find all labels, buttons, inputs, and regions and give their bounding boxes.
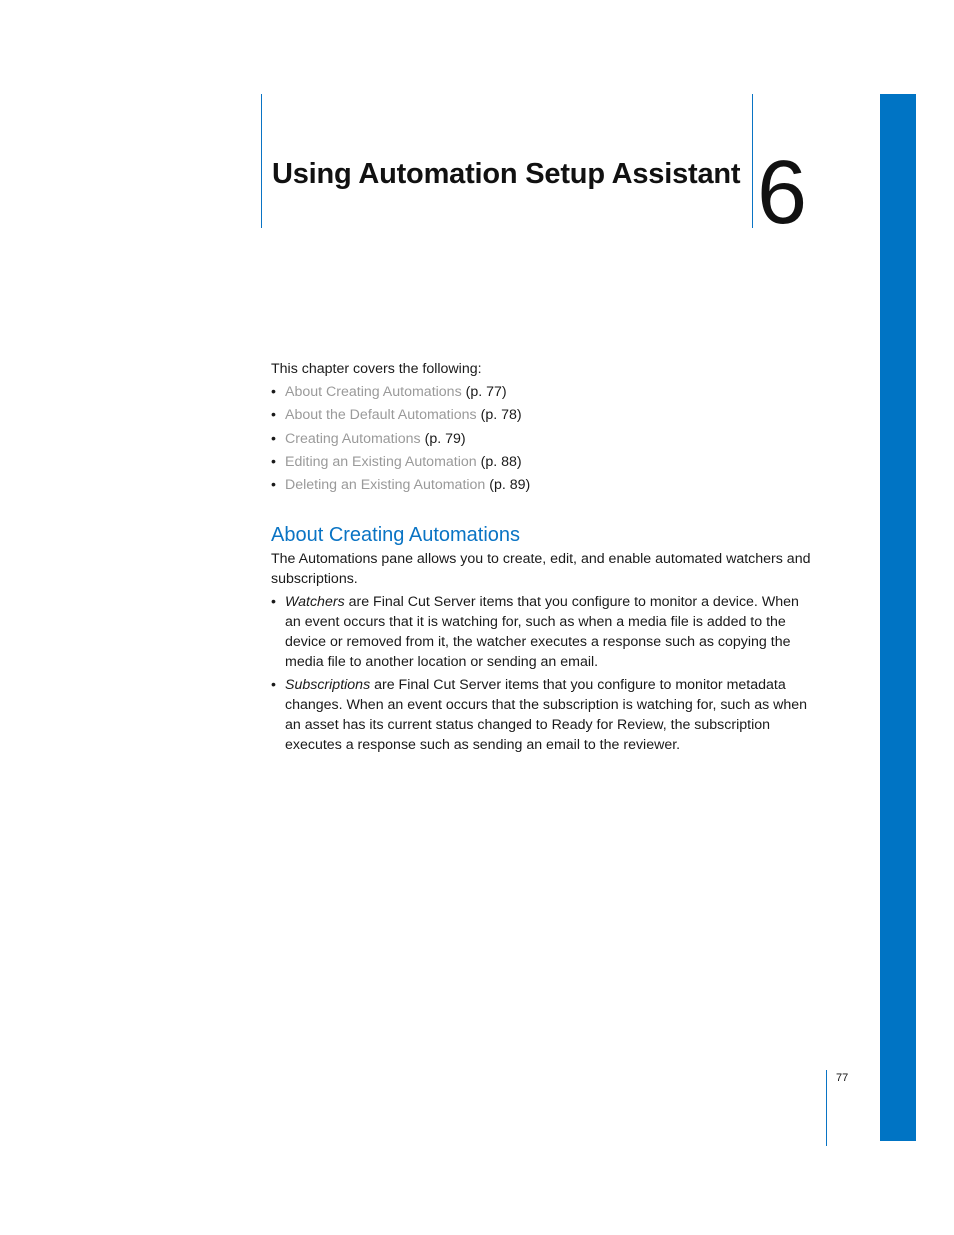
chapter-intro: This chapter covers the following: [271, 361, 482, 377]
page-number: 77 [836, 1072, 849, 1084]
toc-page-ref: (p. 77) [465, 384, 507, 400]
section-heading: About Creating Automations [271, 524, 521, 547]
bullet: • [271, 677, 276, 694]
toc-link-creating-automations[interactable]: Creating Automations [285, 430, 421, 447]
toc-item [271, 382, 816, 402]
title-right-rule [752, 94, 753, 228]
chapter-toc [271, 382, 816, 495]
title-left-rule [261, 94, 262, 228]
toc-item [271, 429, 816, 449]
footer-rule [826, 1070, 827, 1146]
term-watchers: Watchers [285, 594, 345, 611]
list-item-text: are Final Cut Server items that you configure to monitor metadata changes. When an event occurs that the subscription is watching for, such as when an asset has its current status changed to Ready for Review, the subscription executes a response such as sending an email to the reviewer. [285, 677, 808, 754]
bullet: • [271, 430, 276, 447]
toc-link-about-creating-automations[interactable]: About Creating Automations [285, 384, 462, 400]
toc-page-ref: (p. 79) [424, 430, 466, 447]
bullet: • [271, 477, 276, 494]
section-bullet-list [271, 592, 816, 755]
list-item [271, 592, 816, 672]
section-paragraph: The Automations pane allows you to create, edit, and enable automated watchers and subscriptions. [271, 551, 811, 588]
chapter-number: 6 [757, 143, 808, 243]
bullet: • [271, 594, 276, 611]
chapter-content [271, 359, 816, 758]
toc-item [271, 475, 816, 495]
toc-page-ref: (p. 88) [480, 453, 522, 470]
chapter-side-tab [880, 94, 916, 1141]
bullet: • [271, 384, 276, 400]
toc-link-deleting-existing-automation[interactable]: Deleting an Existing Automation [285, 477, 486, 494]
bullet: • [271, 453, 276, 470]
toc-link-editing-existing-automation[interactable]: Editing an Existing Automation [285, 453, 477, 470]
toc-item [271, 452, 816, 472]
chapter-title: Using Automation Setup Assistant [272, 158, 741, 190]
term-subscriptions: Subscriptions [285, 677, 371, 694]
bullet: • [271, 407, 276, 424]
toc-link-about-default-automations[interactable]: About the Default Automations [285, 407, 477, 424]
toc-item [271, 405, 816, 425]
list-item-text: are Final Cut Server items that you configure to monitor a device. When an event occurs that it is watching for, such as when a media file is added to the device or removed from it, the watcher executes a response such as copying the media file to another location or sending an email. [285, 594, 799, 671]
toc-page-ref: (p. 89) [489, 477, 531, 494]
toc-page-ref: (p. 78) [480, 407, 522, 424]
list-item [271, 675, 816, 755]
